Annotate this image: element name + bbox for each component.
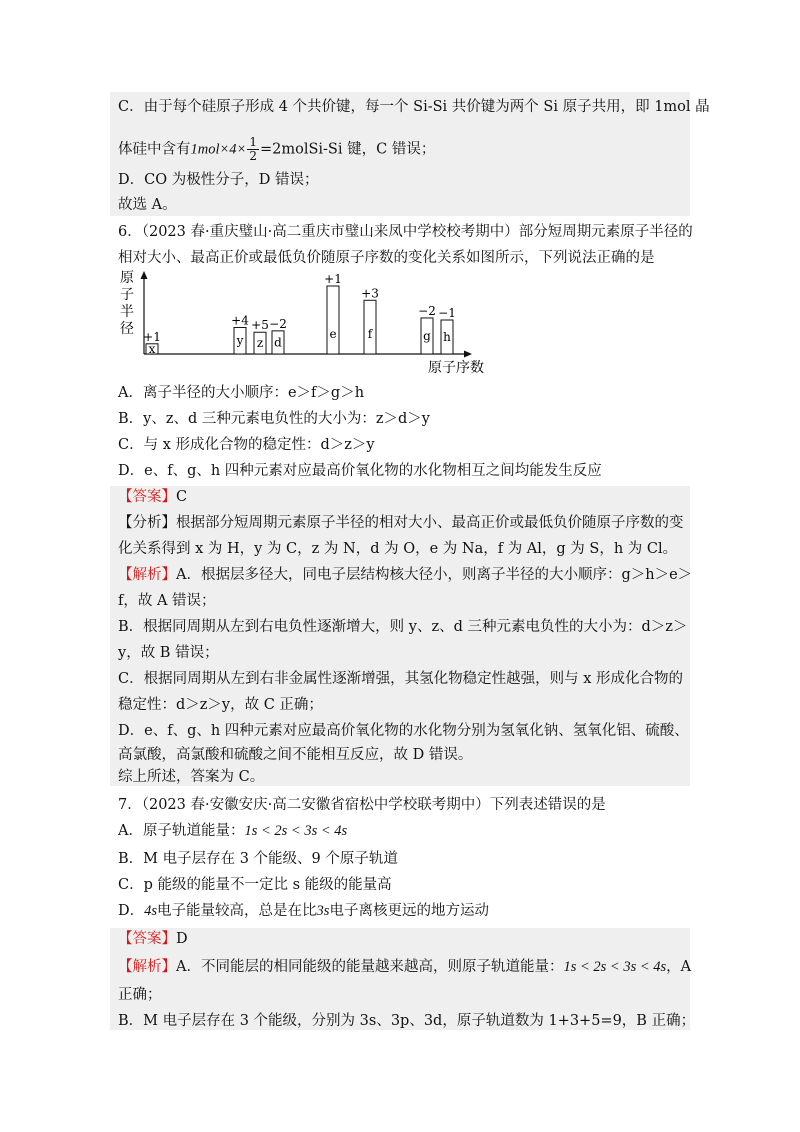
q6-explain-line: 高氯酸，高氯酸和硫酸之间不能相互反应，故 D 错误。 [118, 747, 473, 763]
explain-text: A．根据层多径大，同电子层结构核大径小，则离子半径的大小顺序：g＞h＞e＞ [176, 567, 693, 583]
q7-option-b: B．M 电子层存在 3 个能级、9 个原子轨道 [118, 851, 398, 867]
bar-element-label: g [423, 328, 431, 343]
q6-radius-figure [118, 268, 498, 376]
q7-stem: 7．（2023 春·安徽安庆·高二安徽省宿松中学校联考期中）下列表述错误的是 [118, 797, 606, 813]
bar-element-label: f [367, 327, 373, 341]
bar-element-label: h [443, 330, 451, 344]
q7-explain-line1: 【解析】A．不同能层的相同能级的能量越来越高，则原子轨道能量：1s < 2s < 3s < 4s，A [118, 959, 692, 975]
q6-explain-line: B．根据同周期从左到右电负性逐渐增大，则 y、z、d 三种元素电负性的大小为：d＞z＞ [118, 619, 688, 635]
q5-c-text-end: =2molSi-Si 键，C 错误； [259, 141, 436, 158]
bar-element-label: y [236, 333, 244, 348]
bar-valence-label: +1 [143, 329, 161, 344]
q6-answer [118, 487, 187, 507]
q6-option-c: C．与 x 形成化合物的稳定性：d＞z＞y [118, 437, 375, 453]
bar-element-label: z [256, 336, 264, 351]
q6-explain-line: y，故 B 错误； [118, 645, 219, 661]
q5-option-d: D．CO 为极性分子，D 错误； [118, 172, 319, 188]
q5-option-c-line2 [118, 136, 435, 163]
q7-explain-line2: 正确； [118, 987, 162, 1003]
answer-tag: 【答案】 [118, 931, 176, 947]
q6-option-a: A．离子半径的大小顺序：e＞f＞g＞h [118, 385, 365, 401]
q7-explain-line3: B．M 电子层存在 3 个能级，分别为 3s、3p、3d，原子轨道数为 1+3+5=9，B 正确； [118, 1013, 696, 1029]
q6-explain-line: C．根据同周期从左到右非金属性逐渐增强，其氢化物稳定性越强，则与 x 形成化合物的 [118, 671, 683, 687]
bar-e [327, 286, 339, 354]
q6-explain-line: D．e、f、g、h 四种元素对应最高价氧化物的水化物分别为氢氧化钠、氢氧化铝、硫酸、 [118, 723, 689, 739]
answer-value: C [176, 489, 188, 505]
q7-answer [118, 929, 188, 949]
q6-explain-line: f，故 A 错误； [118, 593, 216, 609]
bar-valence-label: −2 [269, 316, 287, 331]
y-axis-label-char: 原 [120, 270, 134, 286]
q6-conclusion: 综上所述，答案为 C。 [118, 769, 265, 785]
bar-valence-label: +5 [251, 318, 269, 333]
explain-tag: 【解析】 [118, 567, 176, 583]
bar-valence-label: −2 [418, 303, 436, 318]
q6-explain-line1 [118, 565, 692, 585]
y-axis-label-char: 半 [120, 304, 134, 320]
q6-option-d: D．e、f、g、h 四种元素对应最高价氧化物的水化物相互之间均能发生反应 [118, 463, 602, 479]
q6-analysis-line1: 【分析】根据部分短周期元素原子半径的相对大小、最高正价或最低负价随原子序数的变 [118, 515, 684, 531]
orbital-inequality: 1s < 2s < 3s < 4s [244, 823, 348, 839]
bar-valence-label: −1 [438, 306, 456, 320]
q6-explain-line: 稳定性：d＞z＞y，故 C 正确； [118, 697, 323, 713]
q7-option-d: D．4s电子能量较高，总是在比3s电子离核更远的地方运动 [118, 903, 489, 919]
bar-valence-label: +1 [324, 272, 342, 286]
q5-conclusion: 故选 A。 [118, 197, 177, 213]
fraction-half: $\frac{1}{2}$ [249, 135, 257, 163]
q6-analysis-line2: 化关系得到 x 为 H，y 为 C，z 为 N，d 为 O，e 为 Na，f 为 Al，g 为 S，h 为 Cl。 [118, 541, 678, 557]
q5-c-text: 体硅中含有 [118, 141, 191, 158]
answer-tag: 【答案】 [118, 489, 176, 505]
q7-option-a: A．原子轨道能量：1s < 2s < 3s < 4s [118, 823, 348, 839]
explain-tag: 【解析】 [118, 959, 176, 975]
x-axis-label: 原子序数 [428, 360, 484, 376]
bar-element-label: x [148, 342, 156, 356]
orbital-inequality: 1s < 2s < 3s < 4s [563, 959, 667, 975]
q6-stem-line1: 6．（2023 春·重庆璧山·高二重庆市璧山来凤中学校校考期中）部分短周期元素原子半径的 [118, 224, 693, 240]
bar-element-label: d [274, 335, 282, 350]
bar-element-label: e [329, 327, 337, 341]
q5-option-c-line1: C．由于每个硅原子形成 4 个共价键，每一个 Si-Si 共价键为两个 Si 原子共用，即 1mol 晶 [118, 99, 710, 115]
y-axis-label-char: 径 [120, 321, 134, 337]
q6-option-b: B．y、z、d 三种元素电负性的大小为：z＞d＞y [118, 411, 430, 427]
bar-valence-label: +4 [231, 313, 249, 328]
q6-stem-line2: 相对大小、最高正价或最低负价随原子序数的变化关系如图所示，下列说法正确的是 [118, 250, 655, 266]
y-axis-label-char: 子 [120, 287, 134, 303]
q7-option-c: C．p 能级的能量不一定比 s 能级的能量高 [118, 877, 392, 893]
answer-value: D [176, 931, 188, 947]
bar-valence-label: +3 [361, 286, 379, 301]
q5-c-formula: 1mol×4× [190, 141, 247, 158]
